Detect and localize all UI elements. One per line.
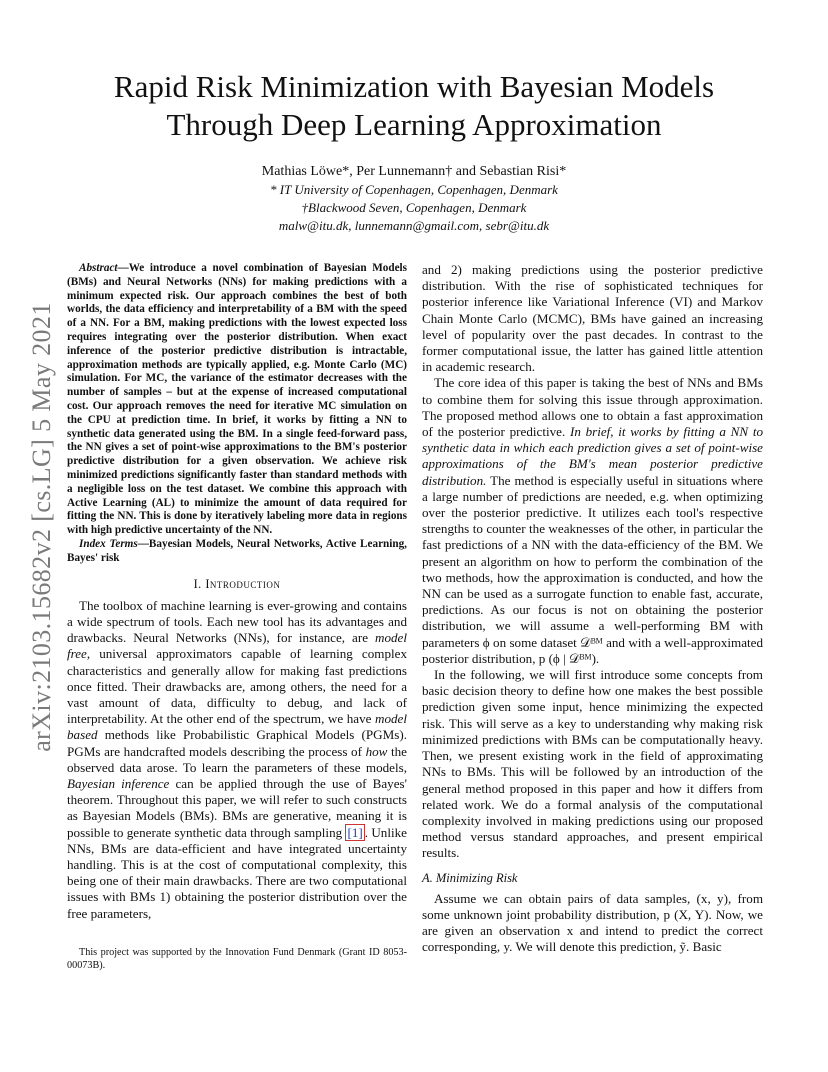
right-p2-emphasis: In brief, it works by fitting a NN to synthetic data in which each prediction gives a set of point-wise approximations of the BM's mean posterior predictive distribution. (422, 424, 764, 488)
right-paragraph-1: and 2) making predictions using the posterior predictive distribution. With the rise of sophisticated techniques for posterior inference like Variational Inference (VI) and Markov Chain Monte Carlo (MCMC), BMs have gained an increasing level of popularity over the past decades. In contrast to the former computational issue, the latter has gained little attention in academic research. (422, 262, 763, 375)
intro-emph-model-free: model free (67, 630, 407, 662)
intro-emph-how: how (365, 743, 388, 759)
intro-text-d: the observed data arose. To learn the parameters of these models, (67, 743, 407, 775)
intro-paragraph-1 (67, 598, 407, 922)
index-terms-label: Index Terms (79, 537, 138, 550)
intro-text-b: , universal approximators capable of learning complex characteristics and generally allow for making fast predictions once fitted. Their drawbacks are, among others, the need for a vast amount of data, difficulty to debug, and lack of interpretability. At the other end of the spectrum, we have (67, 646, 407, 727)
index-terms-text: —Bayesian Models, Neural Networks, Active Learning, Bayes' risk (67, 537, 407, 564)
index-terms (67, 538, 407, 566)
affiliation-1: * IT University of Copenhagen, Copenhagen, Denmark (270, 182, 558, 197)
abstract (67, 262, 407, 538)
arxiv-identifier-text: arXiv:2103.15682v2 [cs.LG] 5 May 2021 (27, 302, 57, 752)
abstract-text: —We introduce a novel combination of Bayesian Models (BMs) and Neural Networks (NNs) for making predictions with a minimum expected risk. Our approach combines the best of both worlds, the data efficiency and interpretability of a BM with the speed of a NN. For a BM, making predictions with the lowest expected loss requires integrating over the posterior distribution. When exact inference of the posterior predictive distribution is intractable, approximation methods are typically applied, e.g. Monte Carlo (MC) simulation. For MC, the variance of the estimator decreases with the number of samples – but at the expense of increased computational cost. Our approach removes the need for iterative MC simulation on the CPU at prediction time. In brief, it works by fitting a NN to synthetic data generated using the BM. In a single feed-forward pass, the NN gives a set of point-wise approximations to the BM's posterior predictive distribution for a given observation. We achieve risk minimized predictions significantly faster than standard methods with a negligible loss on the test dataset. We combine this approach with Active Learning (AL) to minimize the amount of data required for fitting the NN. This is done by iteratively labeling more data in regions with high predictive uncertainty of the NN. (67, 262, 407, 537)
title-line-1: Rapid Risk Minimization with Bayesian Models (113, 69, 715, 104)
subsection-heading-minimizing-risk: A. Minimizing Risk (422, 870, 518, 885)
intro-emph-model-based: model based (67, 711, 407, 743)
section-heading-introduction: I. Introduction (193, 576, 281, 591)
author-block (70, 162, 758, 235)
author-emails: malw@itu.dk, lunnemann@gmail.com, sebr@itu.dk (278, 218, 550, 233)
intro-text-f: . Unlike NNs, BMs are data-efficient and have integrated uncertainty handling. This is at the cost of computational complexity, this being one of their main drawbacks. There are two computational issues with BMs 1) obtaining the posterior distribution over the free parameters, (67, 824, 407, 921)
left-column (67, 262, 407, 922)
right-paragraph-2 (422, 375, 763, 667)
arxiv-side-identifier (18, 287, 66, 767)
intro-text-a: The toolbox of machine learning is ever-growing and contains a wide spectrum of tools. Each new tool has its advantages and drawbacks. Neural Networks (NNs), for instance, are (67, 597, 407, 646)
intro-text-c: methods like Probabilistic Graphical Models (PGMs). PGMs are handcrafted models describing the process of (67, 727, 407, 759)
funding-footnote: This project was supported by the Innovation Fund Denmark (Grant ID 8053-00073B). (67, 947, 407, 971)
abstract-label: Abstract (79, 262, 118, 274)
right-column (422, 262, 763, 956)
right-paragraph-4: Assume we can obtain pairs of data samples, (x, y), from some unknown joint probability distribution, p (X, Y). Now, we are given an observation x and intend to predict the correct corresponding, y. We will denote this prediction, ỹ. Basic (422, 890, 763, 955)
right-paragraph-3: In the following, we will first introduce some concepts from basic decision theory to define how one makes the best possible prediction given some input, hence minimizing the expected risk. This will serve as a key to understanding why making risk minimized predictions with BMs can be computationally heavy. Then, we present existing work in the field of approximating NNs to BMs. This will be followed by an introduction of the general method proposed in this paper and how it differs from related work. We do a formal analysis of the computational complexity involved in making predictions using our proposed method versus standard approaches, and present empirical results. (422, 667, 763, 861)
citation-link-1[interactable]: [1] (347, 824, 363, 840)
right-p2-text-a: The core idea of this paper is taking the best of NNs and BMs to combine them for solving this issue through approximation. The proposed method allows one to obtain a fast approximation of the posterior predictive. (422, 375, 763, 440)
intro-text-e: can be applied through the use of Bayes' theorem. Throughout this paper, we will refer to such constructs as Bayesian Models (BMs). BMs are generative, meaning it is possible to generate synthetic data through sampling (67, 775, 407, 840)
intro-emph-bayesian-inference: Bayesian inference (67, 775, 170, 791)
right-p2-text-b: The method is especially useful in situations where a large number of predictions are needed, e.g. when optimizing over the posterior predictive. It utilizes each tool's respective strengths to counter the weaknesses of the other, in particular the fast predictions of a NN with the data-efficiency of the BM. We present an algorithm on how to perform the combination of the two methods, how the approximation is conducted, and how the NN can be used as a surrogate function to enable fast, accurate, predictions. As our focus is not on obtaining the posterior distribution, we will assume a well-performing BM with parameters ϕ on some dataset 𝒟ᴮᴹ and with a well-approximated posterior distribution, p (ϕ | 𝒟ᴮᴹ). (422, 472, 763, 666)
affiliation-2: †Blackwood Seven, Copenhagen, Denmark (301, 200, 527, 215)
title-line-2: Through Deep Learning Approximation (166, 107, 662, 142)
author-names: Mathias Löwe*, Per Lunnemann† and Sebastian Risi* (261, 164, 567, 179)
paper-title (70, 68, 758, 144)
